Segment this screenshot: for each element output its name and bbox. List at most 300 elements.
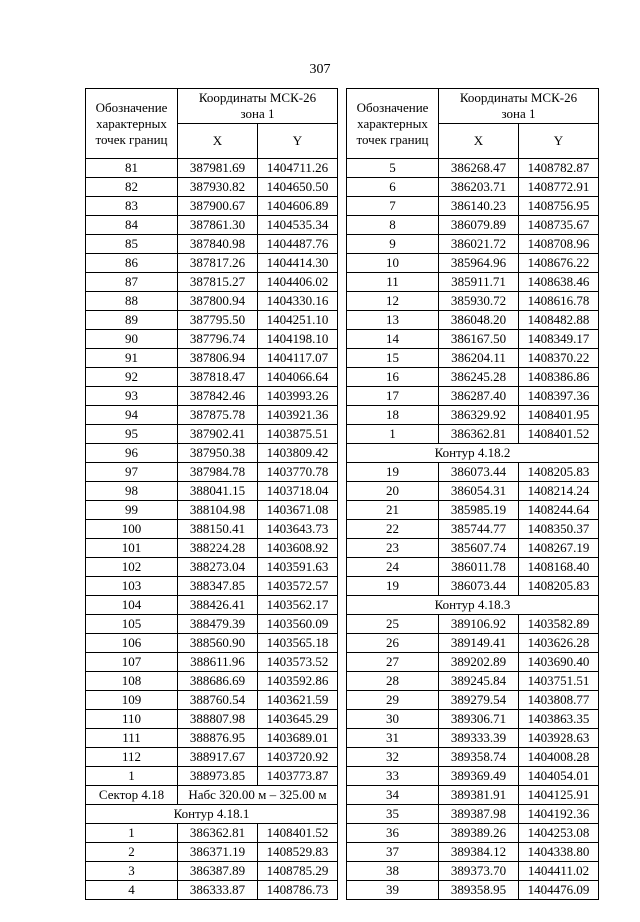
x-cell: 389149.41 bbox=[439, 634, 519, 653]
table-row bbox=[347, 748, 599, 767]
table-row bbox=[347, 767, 599, 786]
table-row bbox=[347, 197, 599, 216]
table-row bbox=[347, 349, 599, 368]
point-id-cell: 19 bbox=[347, 463, 439, 482]
x-cell: 386387.89 bbox=[178, 862, 258, 881]
contour-row bbox=[347, 596, 599, 615]
point-id-cell: 110 bbox=[86, 710, 178, 729]
table-row bbox=[347, 653, 599, 672]
x-cell: 388973.85 bbox=[178, 767, 258, 786]
table-row bbox=[86, 425, 338, 444]
point-id-cell: 21 bbox=[347, 501, 439, 520]
table-row bbox=[86, 330, 338, 349]
y-cell: 1408772.91 bbox=[519, 178, 599, 197]
y-cell: 1408756.95 bbox=[519, 197, 599, 216]
sector-row bbox=[86, 786, 338, 805]
header-y: Y bbox=[258, 124, 338, 159]
y-cell: 1403643.73 bbox=[258, 520, 338, 539]
table-row bbox=[347, 254, 599, 273]
table-row bbox=[347, 425, 599, 444]
x-cell: 388104.98 bbox=[178, 501, 258, 520]
x-cell: 388917.67 bbox=[178, 748, 258, 767]
point-id-cell: 9 bbox=[347, 235, 439, 254]
point-id-cell: 94 bbox=[86, 406, 178, 425]
x-cell: 387795.50 bbox=[178, 311, 258, 330]
x-cell: 388686.69 bbox=[178, 672, 258, 691]
table-row bbox=[347, 824, 599, 843]
point-id-cell: 12 bbox=[347, 292, 439, 311]
point-id-cell: 18 bbox=[347, 406, 439, 425]
x-cell: 388807.98 bbox=[178, 710, 258, 729]
x-cell: 388273.04 bbox=[178, 558, 258, 577]
contour-label: Контур 4.18.2 bbox=[347, 444, 599, 463]
contour-label: Контур 4.18.3 bbox=[347, 596, 599, 615]
table-row bbox=[86, 748, 338, 767]
x-cell: 386073.44 bbox=[439, 577, 519, 596]
table-row bbox=[86, 634, 338, 653]
point-id-cell: 29 bbox=[347, 691, 439, 710]
table-row bbox=[86, 368, 338, 387]
table-row bbox=[347, 862, 599, 881]
table-row bbox=[347, 539, 599, 558]
header-x: X bbox=[178, 124, 258, 159]
x-cell: 387930.82 bbox=[178, 178, 258, 197]
x-cell: 385964.96 bbox=[439, 254, 519, 273]
y-cell: 1408397.36 bbox=[519, 387, 599, 406]
y-cell: 1404535.34 bbox=[258, 216, 338, 235]
point-id-cell: 17 bbox=[347, 387, 439, 406]
table-row bbox=[347, 691, 599, 710]
y-cell: 1408785.29 bbox=[258, 862, 338, 881]
y-cell: 1404054.01 bbox=[519, 767, 599, 786]
point-id-cell: 13 bbox=[347, 311, 439, 330]
y-cell: 1408401.52 bbox=[519, 425, 599, 444]
point-id-cell: 108 bbox=[86, 672, 178, 691]
table-row bbox=[347, 501, 599, 520]
point-id-cell: 22 bbox=[347, 520, 439, 539]
x-cell: 389279.54 bbox=[439, 691, 519, 710]
x-cell: 387861.30 bbox=[178, 216, 258, 235]
x-cell: 389387.98 bbox=[439, 805, 519, 824]
x-cell: 386362.81 bbox=[178, 824, 258, 843]
y-cell: 1404008.28 bbox=[519, 748, 599, 767]
coordinates-table-left bbox=[85, 88, 338, 900]
x-cell: 389245.84 bbox=[439, 672, 519, 691]
table-row bbox=[86, 862, 338, 881]
y-cell: 1408676.22 bbox=[519, 254, 599, 273]
x-cell: 385911.71 bbox=[439, 273, 519, 292]
point-id-cell: 4 bbox=[86, 881, 178, 900]
y-cell: 1403621.59 bbox=[258, 691, 338, 710]
point-id-cell: 90 bbox=[86, 330, 178, 349]
x-cell: 386245.28 bbox=[439, 368, 519, 387]
table-row bbox=[347, 805, 599, 824]
y-cell: 1403770.78 bbox=[258, 463, 338, 482]
y-cell: 1404192.36 bbox=[519, 805, 599, 824]
y-cell: 1404198.10 bbox=[258, 330, 338, 349]
page-number: 307 bbox=[309, 62, 331, 77]
y-cell: 1403720.92 bbox=[258, 748, 338, 767]
x-cell: 386333.87 bbox=[178, 881, 258, 900]
point-id-cell: 81 bbox=[86, 159, 178, 178]
point-id-cell: 82 bbox=[86, 178, 178, 197]
y-cell: 1404476.09 bbox=[519, 881, 599, 900]
point-id-cell: 16 bbox=[347, 368, 439, 387]
y-cell: 1403928.63 bbox=[519, 729, 599, 748]
table-row bbox=[347, 463, 599, 482]
table-row bbox=[347, 558, 599, 577]
point-id-cell: 5 bbox=[347, 159, 439, 178]
table-row bbox=[347, 178, 599, 197]
y-cell: 1403582.89 bbox=[519, 615, 599, 634]
point-id-cell: 93 bbox=[86, 387, 178, 406]
x-cell: 389333.39 bbox=[439, 729, 519, 748]
y-cell: 1403773.87 bbox=[258, 767, 338, 786]
point-id-cell: 3 bbox=[86, 862, 178, 881]
y-cell: 1403608.92 bbox=[258, 539, 338, 558]
point-id-cell: 37 bbox=[347, 843, 439, 862]
y-cell: 1408782.87 bbox=[519, 159, 599, 178]
point-id-cell: 15 bbox=[347, 349, 439, 368]
table-row bbox=[86, 824, 338, 843]
header-point-name: Обозначение характерных точек границ bbox=[86, 89, 178, 159]
x-cell: 388560.90 bbox=[178, 634, 258, 653]
y-cell: 1408786.73 bbox=[258, 881, 338, 900]
x-cell: 387818.47 bbox=[178, 368, 258, 387]
table-row bbox=[86, 406, 338, 425]
contour-row bbox=[86, 805, 338, 824]
x-cell: 386011.78 bbox=[439, 558, 519, 577]
x-cell: 386362.81 bbox=[439, 425, 519, 444]
point-id-cell: 98 bbox=[86, 482, 178, 501]
x-cell: 387984.78 bbox=[178, 463, 258, 482]
table-row bbox=[86, 273, 338, 292]
x-cell: 386204.11 bbox=[439, 349, 519, 368]
point-id-cell: 28 bbox=[347, 672, 439, 691]
y-cell: 1403690.40 bbox=[519, 653, 599, 672]
table-row bbox=[347, 615, 599, 634]
table-row bbox=[86, 729, 338, 748]
y-cell: 1404406.02 bbox=[258, 273, 338, 292]
y-cell: 1404066.64 bbox=[258, 368, 338, 387]
point-id-cell: 24 bbox=[347, 558, 439, 577]
coordinates-table-right bbox=[346, 88, 599, 900]
y-cell: 1404251.10 bbox=[258, 311, 338, 330]
point-id-cell: 1 bbox=[86, 767, 178, 786]
point-id-cell: 35 bbox=[347, 805, 439, 824]
point-id-cell: 103 bbox=[86, 577, 178, 596]
x-cell: 386268.47 bbox=[439, 159, 519, 178]
y-cell: 1403993.26 bbox=[258, 387, 338, 406]
table-row bbox=[86, 216, 338, 235]
table-row bbox=[86, 596, 338, 615]
y-cell: 1408386.86 bbox=[519, 368, 599, 387]
y-cell: 1403689.01 bbox=[258, 729, 338, 748]
y-cell: 1403562.17 bbox=[258, 596, 338, 615]
y-cell: 1403560.09 bbox=[258, 615, 338, 634]
x-cell: 388479.39 bbox=[178, 615, 258, 634]
point-id-cell: 2 bbox=[86, 843, 178, 862]
point-id-cell: 109 bbox=[86, 691, 178, 710]
y-cell: 1403565.18 bbox=[258, 634, 338, 653]
y-cell: 1403592.86 bbox=[258, 672, 338, 691]
y-cell: 1404411.02 bbox=[519, 862, 599, 881]
y-cell: 1403671.08 bbox=[258, 501, 338, 520]
point-id-cell: 96 bbox=[86, 444, 178, 463]
y-cell: 1404330.16 bbox=[258, 292, 338, 311]
table-row bbox=[86, 653, 338, 672]
table-row bbox=[86, 349, 338, 368]
point-id-cell: 7 bbox=[347, 197, 439, 216]
table-row bbox=[86, 159, 338, 178]
y-cell: 1404487.76 bbox=[258, 235, 338, 254]
y-cell: 1403809.42 bbox=[258, 444, 338, 463]
point-id-cell: 85 bbox=[86, 235, 178, 254]
point-id-cell: 36 bbox=[347, 824, 439, 843]
y-cell: 1403626.28 bbox=[519, 634, 599, 653]
x-cell: 386371.19 bbox=[178, 843, 258, 862]
x-cell: 388041.15 bbox=[178, 482, 258, 501]
y-cell: 1404253.08 bbox=[519, 824, 599, 843]
x-cell: 388150.41 bbox=[178, 520, 258, 539]
point-id-cell: 104 bbox=[86, 596, 178, 615]
table-row bbox=[86, 292, 338, 311]
y-cell: 1408401.52 bbox=[258, 824, 338, 843]
point-id-cell: 84 bbox=[86, 216, 178, 235]
y-cell: 1403718.04 bbox=[258, 482, 338, 501]
table-row bbox=[347, 235, 599, 254]
table-row bbox=[347, 292, 599, 311]
table-row bbox=[347, 729, 599, 748]
y-cell: 1403921.36 bbox=[258, 406, 338, 425]
table-row bbox=[86, 178, 338, 197]
contour-label: Контур 4.18.1 bbox=[86, 805, 338, 824]
x-cell: 386079.89 bbox=[439, 216, 519, 235]
point-id-cell: 92 bbox=[86, 368, 178, 387]
point-id-cell: 33 bbox=[347, 767, 439, 786]
x-cell: 388760.54 bbox=[178, 691, 258, 710]
header-point-name: Обозначение характерных точек границ bbox=[347, 89, 439, 159]
x-cell: 387902.41 bbox=[178, 425, 258, 444]
table-row bbox=[86, 672, 338, 691]
x-cell: 387840.98 bbox=[178, 235, 258, 254]
point-id-cell: 95 bbox=[86, 425, 178, 444]
x-cell: 389384.12 bbox=[439, 843, 519, 862]
y-cell: 1403808.77 bbox=[519, 691, 599, 710]
x-cell: 388876.95 bbox=[178, 729, 258, 748]
point-id-cell: 20 bbox=[347, 482, 439, 501]
y-cell: 1408708.96 bbox=[519, 235, 599, 254]
y-cell: 1408244.64 bbox=[519, 501, 599, 520]
table-row bbox=[347, 843, 599, 862]
table-row bbox=[86, 710, 338, 729]
table-row bbox=[347, 311, 599, 330]
x-cell: 385930.72 bbox=[439, 292, 519, 311]
x-cell: 385744.77 bbox=[439, 520, 519, 539]
point-id-cell: 38 bbox=[347, 862, 439, 881]
point-id-cell: 6 bbox=[347, 178, 439, 197]
table-row bbox=[86, 387, 338, 406]
point-id-cell: 102 bbox=[86, 558, 178, 577]
table-row bbox=[86, 235, 338, 254]
y-cell: 1404338.80 bbox=[519, 843, 599, 862]
table-row bbox=[347, 330, 599, 349]
table-row bbox=[347, 387, 599, 406]
y-cell: 1408205.83 bbox=[519, 463, 599, 482]
table-row bbox=[347, 368, 599, 387]
point-id-cell: 11 bbox=[347, 273, 439, 292]
y-cell: 1408401.95 bbox=[519, 406, 599, 425]
point-id-cell: 1 bbox=[86, 824, 178, 843]
table-row bbox=[86, 520, 338, 539]
y-cell: 1408214.24 bbox=[519, 482, 599, 501]
y-cell: 1404414.30 bbox=[258, 254, 338, 273]
point-id-cell: 14 bbox=[347, 330, 439, 349]
y-cell: 1403875.51 bbox=[258, 425, 338, 444]
table-row bbox=[347, 159, 599, 178]
point-id-cell: 87 bbox=[86, 273, 178, 292]
point-id-cell: 89 bbox=[86, 311, 178, 330]
table-row bbox=[86, 881, 338, 900]
y-cell: 1403572.57 bbox=[258, 577, 338, 596]
x-cell: 386329.92 bbox=[439, 406, 519, 425]
point-id-cell: 91 bbox=[86, 349, 178, 368]
point-id-cell: 19 bbox=[347, 577, 439, 596]
y-cell: 1404125.91 bbox=[519, 786, 599, 805]
y-cell: 1408529.83 bbox=[258, 843, 338, 862]
x-cell: 389381.91 bbox=[439, 786, 519, 805]
point-id-cell: 30 bbox=[347, 710, 439, 729]
table-row bbox=[86, 501, 338, 520]
point-id-cell: 111 bbox=[86, 729, 178, 748]
table-row bbox=[347, 482, 599, 501]
point-id-cell: 107 bbox=[86, 653, 178, 672]
table-row bbox=[86, 444, 338, 463]
x-cell: 386073.44 bbox=[439, 463, 519, 482]
header-coordinates: Координаты МСК-26 зона 1 bbox=[439, 89, 599, 124]
y-cell: 1404650.50 bbox=[258, 178, 338, 197]
table-row bbox=[347, 406, 599, 425]
y-cell: 1408349.17 bbox=[519, 330, 599, 349]
y-cell: 1403591.63 bbox=[258, 558, 338, 577]
point-id-cell: 88 bbox=[86, 292, 178, 311]
table-row bbox=[86, 691, 338, 710]
x-cell: 387981.69 bbox=[178, 159, 258, 178]
x-cell: 387875.78 bbox=[178, 406, 258, 425]
point-id-cell: 23 bbox=[347, 539, 439, 558]
point-id-cell: 25 bbox=[347, 615, 439, 634]
header-coordinates: Координаты МСК-26 зона 1 bbox=[178, 89, 338, 124]
y-cell: 1403645.29 bbox=[258, 710, 338, 729]
table-row bbox=[86, 482, 338, 501]
x-cell: 389369.49 bbox=[439, 767, 519, 786]
table-row bbox=[86, 463, 338, 482]
table-row bbox=[347, 634, 599, 653]
point-id-cell: 26 bbox=[347, 634, 439, 653]
x-cell: 389373.70 bbox=[439, 862, 519, 881]
point-id-cell: 32 bbox=[347, 748, 439, 767]
table-row bbox=[86, 767, 338, 786]
y-cell: 1408350.37 bbox=[519, 520, 599, 539]
x-cell: 387815.27 bbox=[178, 273, 258, 292]
point-id-cell: 8 bbox=[347, 216, 439, 235]
point-id-cell: 86 bbox=[86, 254, 178, 273]
y-cell: 1408616.78 bbox=[519, 292, 599, 311]
header-y: Y bbox=[519, 124, 599, 159]
point-id-cell: 97 bbox=[86, 463, 178, 482]
table-row bbox=[347, 672, 599, 691]
point-id-cell: 39 bbox=[347, 881, 439, 900]
x-cell: 389306.71 bbox=[439, 710, 519, 729]
sector-detail: Набс 320.00 м – 325.00 м bbox=[178, 786, 338, 805]
x-cell: 386203.71 bbox=[439, 178, 519, 197]
y-cell: 1403863.35 bbox=[519, 710, 599, 729]
x-cell: 385985.19 bbox=[439, 501, 519, 520]
x-cell: 387800.94 bbox=[178, 292, 258, 311]
y-cell: 1403751.51 bbox=[519, 672, 599, 691]
point-id-cell: 83 bbox=[86, 197, 178, 216]
point-id-cell: 34 bbox=[347, 786, 439, 805]
point-id-cell: 101 bbox=[86, 539, 178, 558]
x-cell: 386140.23 bbox=[439, 197, 519, 216]
point-id-cell: 112 bbox=[86, 748, 178, 767]
point-id-cell: 106 bbox=[86, 634, 178, 653]
header-x: X bbox=[439, 124, 519, 159]
x-cell: 387796.74 bbox=[178, 330, 258, 349]
x-cell: 388426.41 bbox=[178, 596, 258, 615]
x-cell: 389358.74 bbox=[439, 748, 519, 767]
table-row bbox=[347, 710, 599, 729]
contour-row bbox=[347, 444, 599, 463]
point-id-cell: 27 bbox=[347, 653, 439, 672]
sector-label: Сектор 4.18 bbox=[86, 786, 178, 805]
y-cell: 1408370.22 bbox=[519, 349, 599, 368]
x-cell: 389389.26 bbox=[439, 824, 519, 843]
table-row bbox=[86, 843, 338, 862]
x-cell: 389106.92 bbox=[439, 615, 519, 634]
table-row bbox=[86, 577, 338, 596]
x-cell: 386021.72 bbox=[439, 235, 519, 254]
point-id-cell: 1 bbox=[347, 425, 439, 444]
table-row bbox=[347, 520, 599, 539]
table-row bbox=[347, 881, 599, 900]
point-id-cell: 100 bbox=[86, 520, 178, 539]
y-cell: 1403573.52 bbox=[258, 653, 338, 672]
point-id-cell: 105 bbox=[86, 615, 178, 634]
x-cell: 388224.28 bbox=[178, 539, 258, 558]
x-cell: 385607.74 bbox=[439, 539, 519, 558]
x-cell: 387806.94 bbox=[178, 349, 258, 368]
x-cell: 387950.38 bbox=[178, 444, 258, 463]
point-id-cell: 31 bbox=[347, 729, 439, 748]
x-cell: 386167.50 bbox=[439, 330, 519, 349]
table-row bbox=[86, 197, 338, 216]
x-cell: 389202.89 bbox=[439, 653, 519, 672]
x-cell: 386048.20 bbox=[439, 311, 519, 330]
y-cell: 1408482.88 bbox=[519, 311, 599, 330]
y-cell: 1404606.89 bbox=[258, 197, 338, 216]
table-row bbox=[347, 786, 599, 805]
point-id-cell: 10 bbox=[347, 254, 439, 273]
y-cell: 1408735.67 bbox=[519, 216, 599, 235]
y-cell: 1404711.26 bbox=[258, 159, 338, 178]
y-cell: 1408168.40 bbox=[519, 558, 599, 577]
table-row bbox=[86, 311, 338, 330]
x-cell: 389358.95 bbox=[439, 881, 519, 900]
table-row bbox=[86, 558, 338, 577]
table-row bbox=[86, 254, 338, 273]
table-row bbox=[86, 539, 338, 558]
